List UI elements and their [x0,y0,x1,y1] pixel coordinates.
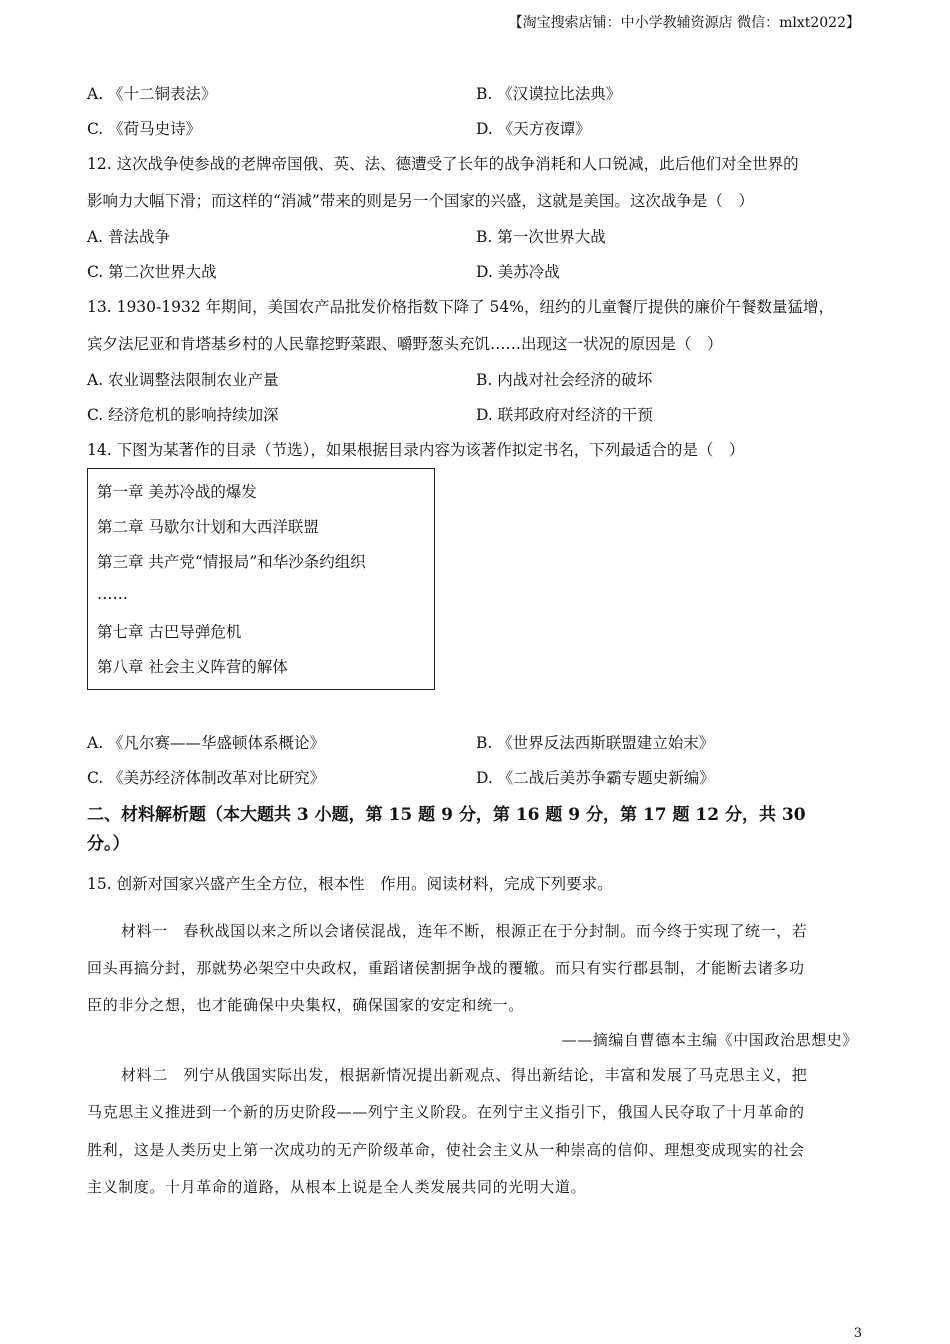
material-one-source: ——摘编自曹德本主编《中国政治思想史》 [561,1031,858,1049]
toc-item: 第八章 社会主义阵营的解体 [97,658,288,676]
q12-option-c: C. 第二次世界大战 [87,263,217,281]
toc-ellipsis: …… [97,585,128,603]
q14-option-d: D. 《二战后美苏争霸专题史新编》 [476,769,715,787]
material-one-line3: 臣的非分之想，也才能确保中央集权，确保国家的安定和统一。 [87,996,524,1014]
material-two-line4: 主义制度。十月革命的道路，从根本上说是全人类发展共同的光明大道。 [87,1178,587,1196]
table-of-contents-box [87,468,435,690]
q11-option-a: A. 《十二铜表法》 [87,85,217,103]
q14-option-a: A. 《凡尔赛——华盛顿体系概论》 [87,734,326,752]
section-heading-line1: 二、材料解析题（本大题共 3 小题，第 15 题 9 分，第 16 题 9 分，第 17 题 12 分，共 30 [87,805,806,825]
q14-option-c: C. 《美苏经济体制改革对比研究》 [87,769,326,787]
toc-item: 第三章 共产党“情报局”和华沙条约组织 [97,553,366,571]
material-one-line2: 回头再搞分封，那就势必架空中央政权，重蹈诸侯割据争战的覆辙。而只有实行郡县制，才能断去诸多功 [87,959,805,977]
q11-option-d: D. 《天方夜谭》 [476,120,591,138]
q13-stem-line1: 13. 1930-1932 年期间，美国农产品批发价格指数下降了 54%，纽约的儿童餐厅提供的廉价午餐数量猛增， [87,298,835,316]
material-two-line1: 材料二 列宁从俄国实际出发，根据新情况提出新观点、得出新结论，丰富和发展了马克思主义，把 [121,1066,808,1084]
toc-item: 第二章 马歇尔计划和大西洋联盟 [97,518,319,536]
q13-option-b: B. 内战对社会经济的破坏 [476,371,653,389]
q12-stem-line2: 影响力大幅下滑；而这样的“消减”带来的则是另一个国家的兴盛，这就是美国。这次战争是（ ） [87,192,754,210]
q12-option-a: A. 普法战争 [87,228,171,246]
q13-stem-line2: 宾夕法尼亚和肯塔基乡村的人民靠挖野菜跟、嚼野葱头充饥……出现这一状况的原因是（ ） [87,335,723,353]
q15-stem: 15. 创新对国家兴盛产生全方位，根本性 作用。阅读材料，完成下列要求。 [87,875,613,893]
material-one-line1: 材料一 春秋战国以来之所以会诸侯混战，连年不断，根源正在于分封制。而今终于实现了统一，若 [121,922,808,940]
material-two-line3: 胜利，这是人类历史上第一次成功的无产阶级革命，使社会主义从一种崇高的信仰、理想变成现实的社会 [87,1141,805,1159]
q11-option-c: C. 《荷马史诗》 [87,120,202,138]
material-two-line2: 马克思主义推进到一个新的历史阶段——列宁主义阶段。在列宁主义指引下，俄国人民夺取了十月革命的 [87,1103,805,1121]
q13-option-a: A. 农业调整法限制农业产量 [87,371,279,389]
page-number: 3 [853,1326,862,1341]
q14-option-b: B. 《世界反法西斯联盟建立始末》 [476,734,715,752]
section-heading-line2: 分。） [87,834,130,854]
q13-option-c: C. 经济危机的影响持续加深 [87,406,279,424]
q13-option-d: D. 联邦政府对经济的干预 [476,406,653,424]
q12-stem-line1: 12. 这次战争使参战的老牌帝国俄、英、法、德遭受了长年的战争消耗和人口锐减，此后他们对全世界的 [87,155,799,173]
toc-item: 第一章 美苏冷战的爆发 [97,483,257,501]
q12-option-d: D. 美苏冷战 [476,263,560,281]
q11-option-b: B. 《汉谟拉比法典》 [476,85,622,103]
q14-stem: 14. 下图为某著作的目录（节选），如果根据目录内容为该著作拟定书名，下列最适合的是（ ） [87,441,745,459]
q12-option-b: B. 第一次世界大战 [476,228,606,246]
page-header: 【淘宝搜索店铺：中小学教辅资源店 微信：mlxt2022】 [508,15,860,31]
toc-item: 第七章 古巴导弹危机 [97,623,242,641]
